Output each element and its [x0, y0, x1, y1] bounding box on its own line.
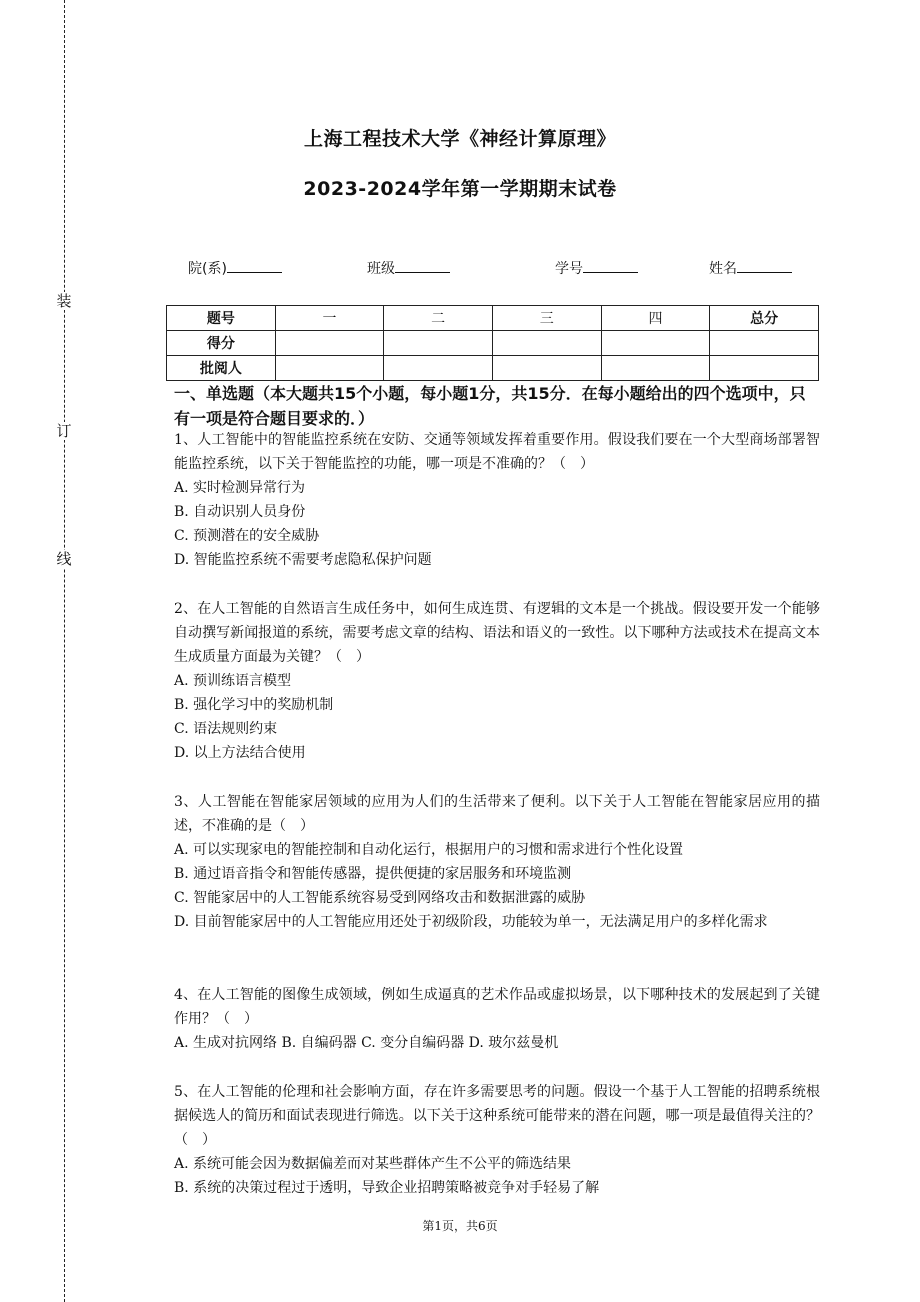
grader-cell[interactable] [601, 356, 710, 381]
question-4 [174, 983, 820, 1055]
binding-char-ding: 订 [56, 422, 72, 440]
name-field[interactable] [709, 258, 792, 278]
question-1 [174, 428, 820, 572]
page-footer: 第1页，共6页 [422, 1219, 498, 1233]
department-blank[interactable] [227, 258, 282, 273]
option-a[interactable]: A. 预训练语言模型 [174, 673, 292, 689]
option-d[interactable]: D. 智能监控系统不需要考虑隐私保护问题 [174, 552, 432, 568]
exam-title-line2: 2023-2024学年第一学期期末试卷 [303, 178, 617, 200]
score-table [166, 305, 819, 381]
score-col-header: 总分 [710, 306, 819, 331]
question-stem: 3、人工智能在智能家居领域的应用为人们的生活带来了便利。以下关于人工智能在智能家居应用的描述，不准确的是（ ） [174, 794, 820, 834]
class-blank[interactable] [395, 258, 450, 273]
score-col-header: 二 [384, 306, 493, 331]
question-stem: 2、在人工智能的自然语言生成任务中，如何生成连贯、有逻辑的文本是一个挑战。假设要开发一个能够自动撰写新闻报道的系统，需要考虑文章的结构、语法和语义的一致性。以下哪种方法或技术在提高文本生成质量方面最为关键？（ ） [174, 601, 820, 665]
question-3 [174, 790, 820, 934]
option-a[interactable]: A. 可以实现家电的智能控制和自动化运行，根据用户的习惯和需求进行个性化设置 [174, 842, 684, 858]
score-col-header: 一 [275, 306, 384, 331]
option-a[interactable]: A. 系统可能会因为数据偏差而对某些群体产生不公平的筛选结果 [174, 1156, 572, 1172]
option-a[interactable]: A. 实时检测异常行为 [174, 480, 306, 496]
score-cell[interactable] [710, 331, 819, 356]
grader-cell[interactable] [275, 356, 384, 381]
score-col-header: 四 [601, 306, 710, 331]
question-stem: 1、人工智能中的智能监控系统在安防、交通等领域发挥着重要作用。假设我们要在一个大型商场部署智能监控系统，以下关于智能监控的功能，哪一项是不准确的？（ ） [174, 432, 820, 472]
name-blank[interactable] [737, 258, 792, 273]
option-c[interactable]: C. 智能家居中的人工智能系统容易受到网络攻击和数据泄露的威胁 [174, 890, 586, 906]
question-stem: 5、在人工智能的伦理和社会影响方面，存在许多需要思考的问题。假设一个基于人工智能的招聘系统根据候选人的简历和面试表现进行筛选。以下关于这种系统可能带来的潜在问题，哪一项是最值得关注的？（ ） [174, 1084, 820, 1148]
score-col-header: 三 [492, 306, 601, 331]
student-info-row [0, 258, 920, 280]
student-id-blank[interactable] [583, 258, 638, 273]
question-2 [174, 597, 820, 765]
option-b[interactable]: B. 系统的决策过程过于透明，导致企业招聘策略被竞争对手轻易了解 [174, 1180, 600, 1196]
options-line[interactable]: A. 生成对抗网络 B. 自编码器 C. 变分自编码器 D. 玻尔兹曼机 [174, 1035, 559, 1051]
option-b[interactable]: B. 通过语音指令和智能传感器，提供便捷的家居服务和环境监测 [174, 866, 572, 882]
binding-char-xian: 线 [56, 550, 72, 568]
score-cell[interactable] [492, 331, 601, 356]
score-table-header-row [167, 306, 819, 331]
grader-row-label: 批阅人 [167, 356, 276, 381]
score-row-label: 得分 [167, 331, 276, 356]
class-field[interactable] [367, 258, 450, 278]
option-c[interactable]: C. 预测潜在的安全威胁 [174, 528, 320, 544]
grader-cell[interactable] [710, 356, 819, 381]
question-stem: 4、在人工智能的图像生成领域，例如生成逼真的艺术作品或虚拟场景，以下哪种技术的发展起到了关键作用？（ ） [174, 987, 820, 1027]
section-heading: 一、单选题（本大题共15个小题，每小题1分，共15分．在每小题给出的四个选项中，只有一项是符合题目要求的．） [174, 384, 806, 428]
option-b[interactable]: B. 强化学习中的奖励机制 [174, 697, 334, 713]
name-label: 姓名 [709, 261, 737, 277]
student-id-field[interactable] [555, 258, 638, 278]
score-col-header: 题号 [167, 306, 276, 331]
student-id-label: 学号 [555, 261, 583, 277]
question-5 [174, 1080, 820, 1200]
score-cell[interactable] [384, 331, 493, 356]
grader-row [167, 356, 819, 381]
option-c[interactable]: C. 语法规则约束 [174, 721, 278, 737]
option-b[interactable]: B. 自动识别人员身份 [174, 504, 306, 520]
exam-title-line1: 上海工程技术大学《神经计算原理》 [303, 128, 616, 150]
department-field[interactable] [188, 258, 282, 278]
score-row [167, 331, 819, 356]
class-label: 班级 [367, 261, 395, 277]
grader-cell[interactable] [384, 356, 493, 381]
grader-cell[interactable] [492, 356, 601, 381]
department-label: 院(系) [188, 261, 227, 277]
option-d[interactable]: D. 以上方法结合使用 [174, 745, 306, 761]
score-cell[interactable] [601, 331, 710, 356]
option-d[interactable]: D. 目前智能家居中的人工智能应用还处于初级阶段，功能较为单一，无法满足用户的多样化需求 [174, 914, 768, 930]
score-cell[interactable] [275, 331, 384, 356]
binding-char-zhuang: 装 [56, 292, 72, 310]
